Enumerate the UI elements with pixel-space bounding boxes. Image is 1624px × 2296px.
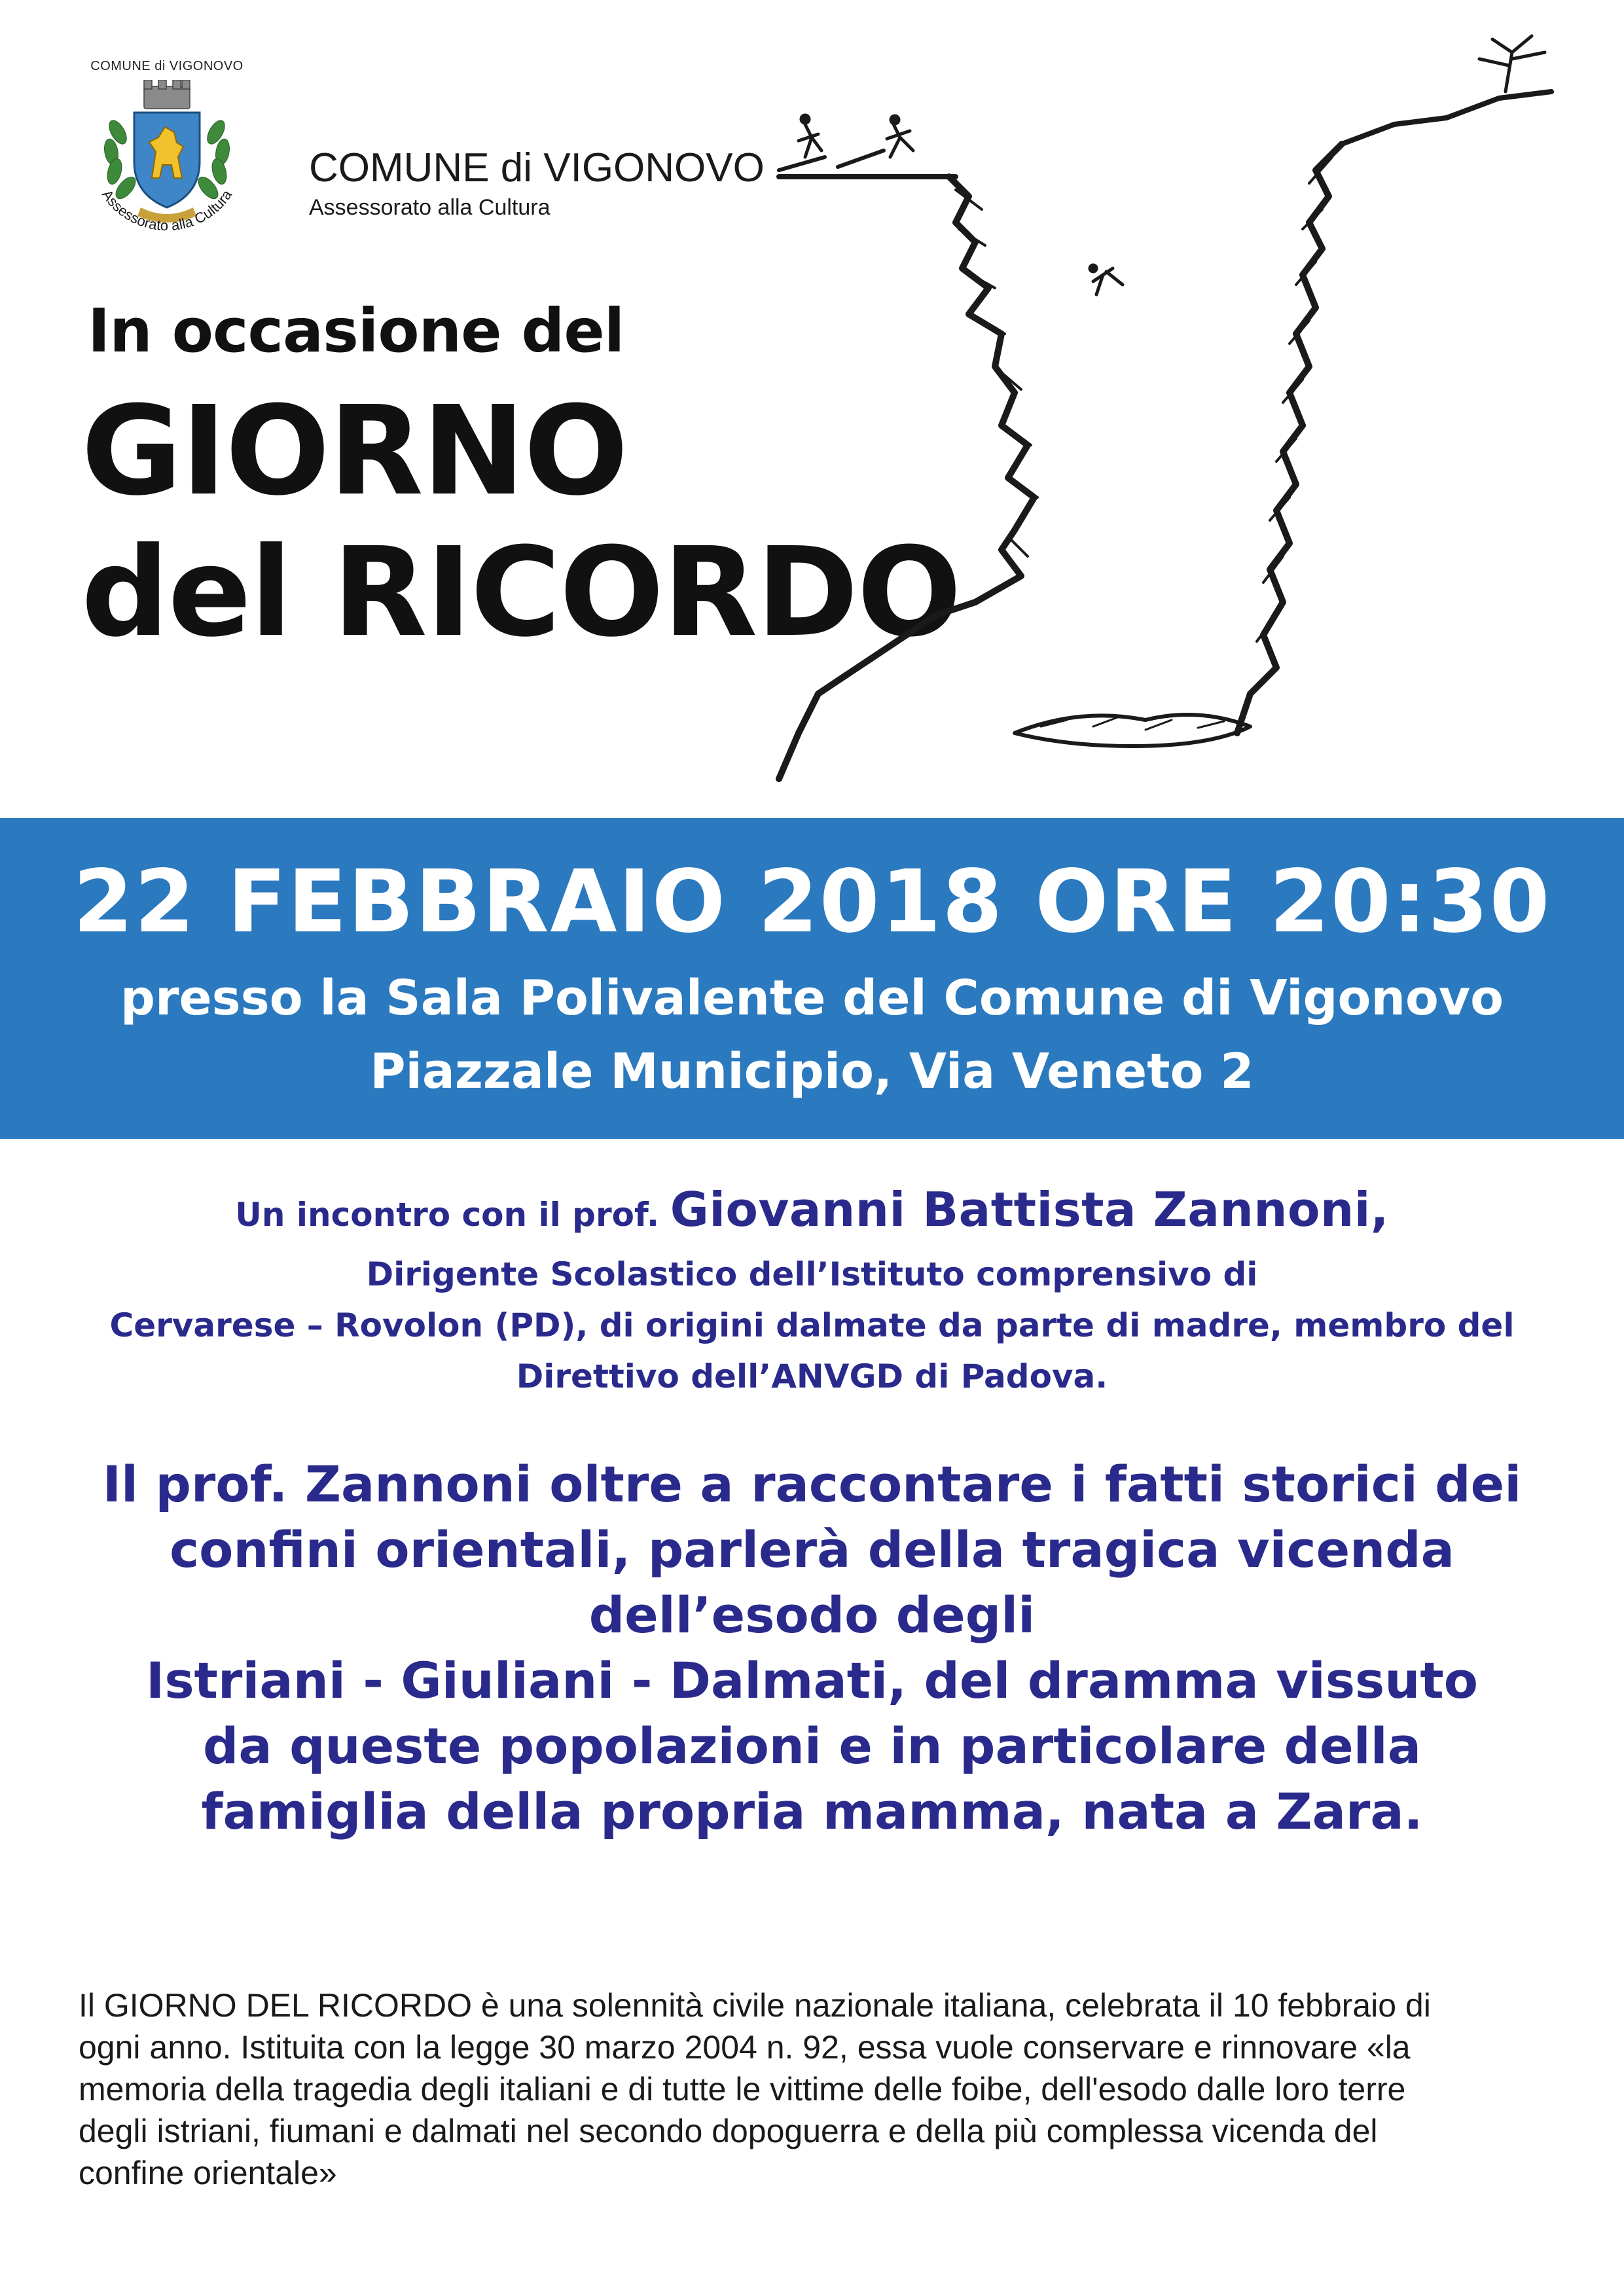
description-line: Il prof. Zannoni oltre a raccontare i fatti storici dei — [102, 1455, 1522, 1513]
description-line: confini orientali, parlerà della tragica vicenda — [170, 1520, 1454, 1579]
organization-name: COMUNE di VIGONOVO — [309, 145, 765, 190]
speaker-desc-line: Dirigente Scolastico dell’Istituto comprensivo di — [366, 1255, 1258, 1293]
logo-arc-caption — [79, 80, 255, 230]
logo-caption: COMUNE di VIGONOVO — [90, 59, 244, 73]
event-date-time: 22 FEBBRAIO 2018 ORE 20:30 — [73, 852, 1551, 952]
occasion-heading: In occasione del — [88, 296, 624, 366]
event-venue: presso la Sala Polivalente del Comune di Vigonovo — [120, 970, 1504, 1026]
description-line: dell’esodo degli — [588, 1586, 1036, 1644]
speaker-description — [0, 1249, 1624, 1402]
organization-department: Assessorato alla Cultura — [309, 195, 550, 220]
foiba-illustration — [740, 26, 1610, 812]
event-banner — [0, 818, 1624, 1139]
speaker-intro-lead: Un incontro con il prof. — [235, 1196, 659, 1234]
note-line: confine orientale» — [79, 2155, 337, 2191]
speaker-desc-line: Direttivo dell’ANVGD di Padova. — [516, 1357, 1108, 1395]
description-line: da queste popolazioni e in particolare della — [202, 1717, 1422, 1775]
municipal-logo — [79, 59, 255, 229]
title-giorno: GIORNO — [81, 380, 627, 523]
giorno-del-ricordo-note — [79, 1984, 1545, 2194]
event-address: Piazzale Municipio, Via Veneto 2 — [370, 1043, 1254, 1100]
speaker-intro — [0, 1182, 1624, 1237]
title-del-ricordo: del RICORDO — [81, 521, 961, 664]
speaker-desc-line: Cervarese – Rovolon (PD), di origini dalmate da parte di madre, membro del — [109, 1306, 1515, 1344]
speaker-name: Giovanni Battista Zannoni, — [670, 1182, 1389, 1237]
event-description — [0, 1452, 1624, 1844]
note-line: ogni anno. Istituita con la legge 30 marzo 2004 n. 92, essa vuole conservare e rinnovare «la — [79, 2029, 1411, 2066]
svg-text:Assessorato alla Cultura: Assessorato alla Cultura — [98, 187, 236, 230]
note-line: Il GIORNO DEL RICORDO è una solennità civile nazionale italiana, celebrata il 10 febbraio di — [79, 1987, 1431, 2024]
note-line: memoria della tragedia degli italiani e di tutte le vittime delle foibe, dell'esodo dalle loro terre — [79, 2071, 1406, 2108]
note-line: degli istriani, fiumani e dalmati nel secondo dopoguerra e della più complessa vicenda del — [79, 2113, 1378, 2149]
description-line: famiglia della propria mamma, nata a Zara. — [201, 1782, 1423, 1840]
description-line: Istriani - Giuliani - Dalmati, del dramma vissuto — [146, 1651, 1478, 1710]
